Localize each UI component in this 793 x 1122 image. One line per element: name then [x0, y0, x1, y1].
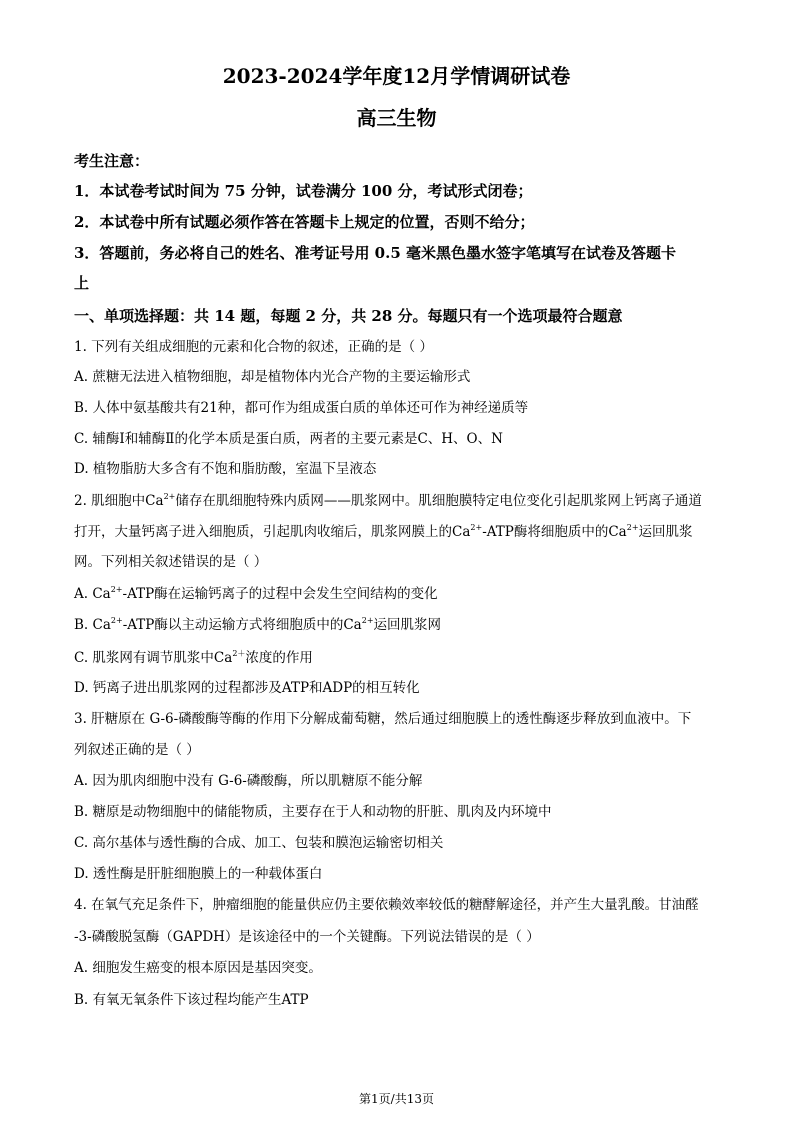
question-2-option-a — [74, 584, 733, 604]
question-3-stem-line-2: 列叙述正确的是（ ） — [74, 742, 200, 758]
question-1-stem: 1. 下列有关组成细胞的元素和化合物的叙述，正确的是（ ） — [74, 339, 433, 355]
text-run: -ATP酶在运输钙离子的过程中会发生空间结构的变化 — [122, 586, 438, 602]
question-4-option-a: A. 细胞发生癌变的根本原因是基因突变。 — [74, 960, 322, 976]
text-run: 运回肌浆网 — [373, 617, 442, 633]
question-3-option-b: B. 糖原是动物细胞中的储能物质，主要存在于人和动物的肝脏、肌肉及内环境中 — [74, 804, 552, 820]
superscript: 2+ — [470, 523, 483, 532]
question-2-option-d: D. 钙离子进出肌浆网的过程都涉及ATP和ADP的相互转化 — [74, 680, 420, 696]
question-4-stem-line-2: -3-磷酸脱氢酶（GAPDH）是该途径中的一个关键酶。下列说法错误的是（ ） — [74, 929, 540, 945]
notice-item: 2．本试卷中所有试题必须作答在答题卡上规定的位置，否则不给分； — [74, 213, 535, 231]
superscript: 2+ — [361, 616, 374, 625]
text-run: 运回肌浆 — [638, 524, 693, 540]
text-run: 打开，大量钙离子进入细胞质，引起肌肉收缩后，肌浆网膜上的Ca — [74, 524, 471, 540]
section-heading: 一、单项选择题：共 14 题，每题 2 分，共 28 分。每题只有一个选项最符合题意 — [74, 307, 623, 325]
text-run: B. Ca — [74, 617, 111, 633]
text-run: 2. 肌细胞中Ca — [74, 493, 164, 509]
text-run: -ATP酶以主动运输方式将细胞质中的Ca — [122, 617, 362, 633]
text-run: A. Ca — [74, 586, 111, 602]
question-2-stem-line-2 — [74, 522, 733, 542]
question-2-stem-line-1 — [74, 491, 733, 511]
text-run: -ATP酶将细胞质中的Ca — [482, 524, 627, 540]
question-1-option-c: C. 辅酶Ⅰ和辅酶Ⅱ的化学本质是蛋白质，两者的主要元素是C、H、O、N — [74, 431, 503, 447]
superscript: 2＋ — [232, 649, 246, 658]
page-number: 第1页/共13页 — [359, 1092, 434, 1106]
text-run: 浓度的作用 — [245, 650, 313, 666]
question-1-option-a: A. 蔗糖无法进入植物细胞，却是植物体内光合产物的主要运输形式 — [74, 369, 471, 385]
question-3-stem-line-1: 3. 肝糖原在 G-6-磷酸酶等酶的作用下分解成葡萄糖，然后通过细胞膜上的透性酶逐步释放到血液中。下 — [74, 711, 692, 727]
superscript: 2+ — [163, 492, 176, 501]
notice-item: 3．答题前，务必将自己的姓名、准考证号用 0.5 毫米黑色墨水签字笔填写在试卷及答题卡 — [74, 244, 676, 262]
question-2-option-c — [74, 648, 733, 668]
question-2-option-b — [74, 615, 733, 635]
exam-subject: 高三生物 — [356, 106, 437, 130]
text-run: C. 肌浆网有调节肌浆中Ca — [74, 650, 233, 666]
superscript: 2+ — [626, 523, 639, 532]
question-3-option-c: C. 高尔基体与透性酶的合成、加工、包装和膜泡运输密切相关 — [74, 835, 444, 851]
question-1-option-d: D. 植物脂肪大多含有不饱和脂肪酸，室温下呈液态 — [74, 461, 377, 477]
question-1-option-b: B. 人体中氨基酸共有21种，都可作为组成蛋白质的单体还可作为神经递质等 — [74, 400, 529, 416]
question-3-option-a: A. 因为肌肉细胞中没有 G-6-磷酸酶，所以肌糖原不能分解 — [74, 773, 423, 789]
superscript: 2+ — [110, 585, 123, 594]
question-4-option-b: B. 有氧无氧条件下该过程均能产生ATP — [74, 992, 309, 1008]
question-3-option-d: D. 透性酶是肝脏细胞膜上的一种载体蛋白 — [74, 866, 323, 882]
question-2-stem-line-3: 网。下列相关叙述错误的是（ ） — [74, 554, 268, 570]
question-4-stem-line-1: 4. 在氧气充足条件下，肿瘤细胞的能量供应仍主要依赖效率较低的糖酵解途径，并产生大量乳酸。甘油醛 — [74, 897, 699, 913]
superscript: 2+ — [110, 616, 123, 625]
notice-item: 1．本试卷考试时间为 75 分钟，试卷满分 100 分，考试形式闭卷； — [74, 182, 533, 200]
notice-heading: 考生注意： — [74, 152, 150, 170]
notice-item: 上 — [74, 274, 90, 292]
text-run: 储存在肌细胞特殊内质网——肌浆网中。肌细胞膜特定电位变化引起肌浆网上钙离子通道 — [175, 493, 702, 509]
exam-title: 2023-2024学年度12月学情调研试卷 — [222, 64, 571, 88]
